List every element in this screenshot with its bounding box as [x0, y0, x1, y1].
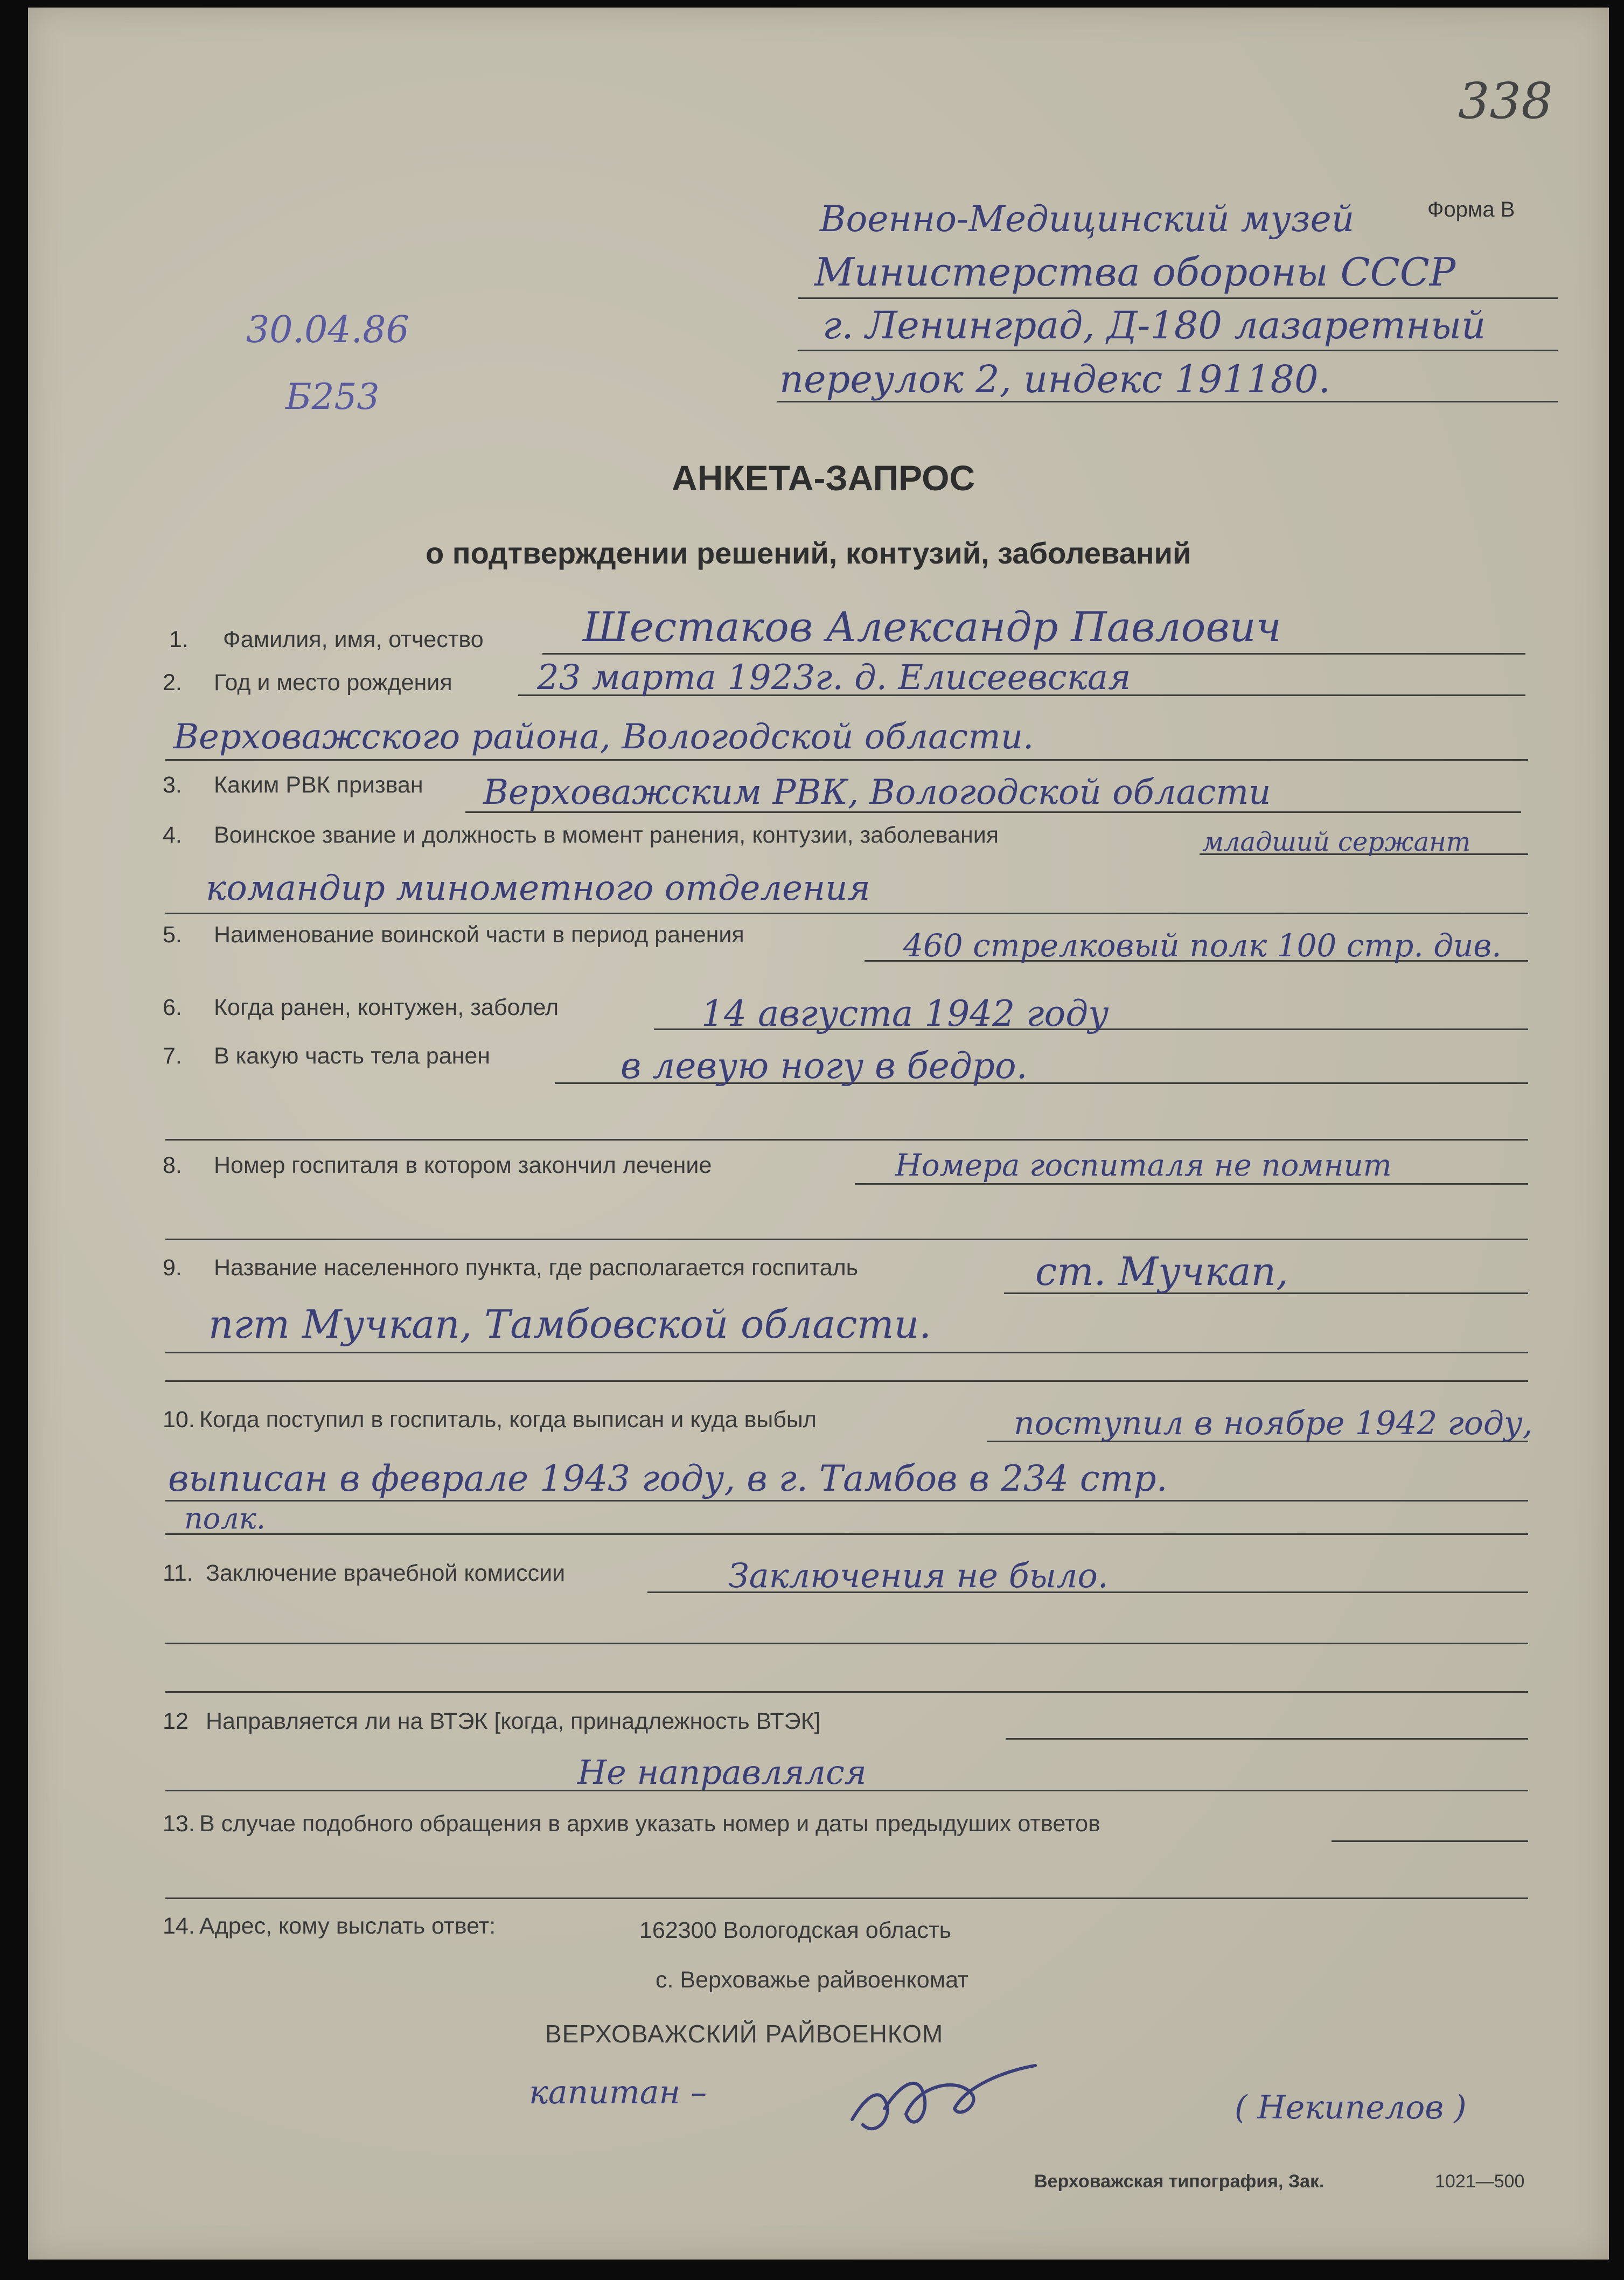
address-underline-3 [798, 350, 1558, 351]
field-8-line-a [855, 1183, 1528, 1185]
field-1-line [542, 653, 1525, 655]
form-label: Форма В [1427, 198, 1515, 221]
field-6-label: Когда ранен, контужен, заболел [214, 995, 559, 1020]
field-13-label: В случае подобного обращения в архив указать номер и даты предыдуших ответов [199, 1811, 1100, 1837]
field-3-answer: Верховажским РВК, Вологодской области [483, 773, 1271, 812]
field-6-answer: 14 августа 1942 году [701, 993, 1109, 1034]
field-7-answer: в левую ногу в бедро. [621, 1045, 1028, 1087]
field-9-number: 9. [163, 1255, 182, 1281]
field-2-line-b [165, 759, 1528, 761]
field-4-number: 4. [163, 822, 182, 848]
stamp-date: 30.04.86 [246, 309, 409, 351]
field-14-number: 14. [163, 1913, 195, 1939]
field-4-answer-1: младший сержант [1202, 827, 1471, 857]
address-line-2: Министерства обороны СССР [814, 249, 1456, 295]
printer-order: 1021—500 [1435, 2171, 1525, 2192]
field-11-line-b [165, 1643, 1528, 1644]
field-8-line-b [165, 1239, 1528, 1240]
field-13-number: 13. [163, 1811, 195, 1837]
field-10-line-b [165, 1500, 1528, 1502]
field-1-number: 1. [169, 627, 189, 652]
field-10-answer-2: выписан в феврале 1943 году, в г. Тамбов в 234 стр. [168, 1458, 1168, 1499]
form-title: АНКЕТА-ЗАПРОС [672, 458, 975, 498]
field-11-answer: Заключения не было. [728, 1556, 1109, 1595]
field-12-label: Направляется ли на ВТЭК [когда, принадлежность ВТЭК] [206, 1708, 821, 1734]
field-10-answer-3: полк. [184, 1502, 266, 1535]
field-9-label: Название населенного пункта, где располагается госпиталь [214, 1255, 859, 1281]
field-7-number: 7. [163, 1043, 182, 1069]
signature-name: ( Некипелов ) [1235, 2089, 1467, 2126]
field-1-label: Фамилия, имя, отчество [223, 627, 484, 652]
field-11-label: Заключение врачебной комиссии [206, 1560, 566, 1586]
field-8-answer: Номера госпиталя не помнит [895, 1148, 1392, 1183]
page-number: 338 [1458, 72, 1553, 130]
field-2-answer-1: 23 марта 1923г. д. Елисеевская [537, 658, 1131, 698]
field-10-answer-1: поступил в ноябре 1942 году, [1014, 1405, 1533, 1442]
field-4-answer-2: командир минометного отделения [206, 868, 870, 908]
field-5-number: 5. [163, 922, 182, 948]
field-7-label: В какую часть тела ранен [214, 1043, 491, 1069]
field-11-line-c [165, 1691, 1528, 1693]
field-2-answer-2: Верховажского района, Вологодской области. [173, 717, 1034, 757]
field-9-answer-1: ст. Мучкап, [1035, 1249, 1288, 1294]
field-3-number: 3. [163, 772, 182, 798]
field-13-line-a [1332, 1840, 1528, 1842]
address-line-4: переулок 2, индекс 191180. [779, 357, 1330, 401]
handwritten-signature [831, 2055, 1068, 2152]
field-9-line-b [165, 1352, 1528, 1353]
field-8-label: Номер госпиталя в котором закончил лечение [214, 1152, 712, 1178]
address-line-3: г. Ленинград, Д-180 лазаретный [823, 303, 1486, 347]
field-11-number: 11. [163, 1560, 193, 1586]
address-underline-2 [798, 297, 1558, 299]
field-9-line-c [165, 1380, 1528, 1382]
field-5-answer: 460 стрелковый полк 100 стр. див. [903, 927, 1502, 964]
field-2-label: Год и место рождения [214, 670, 452, 696]
field-12-line-a [1006, 1738, 1528, 1740]
field-10-line-c [165, 1533, 1528, 1535]
field-4-label: Воинское звание и должность в момент ранения, контузии, заболевания [214, 822, 999, 848]
field-7-line-b [165, 1139, 1528, 1141]
field-5-label: Наименование воинской части в период ранения [214, 922, 744, 948]
reply-address-line-2: с. Верховажье райвоенкомат [656, 1967, 968, 1993]
document-page [28, 8, 1609, 2260]
field-6-number: 6. [163, 995, 182, 1020]
field-12-line-b [165, 1790, 1528, 1791]
field-10-number: 10. [163, 1407, 195, 1433]
field-4-line-b [165, 913, 1528, 914]
field-8-number: 8. [163, 1152, 182, 1178]
printer-imprint: Верховажская типография, Зак. [1034, 2171, 1325, 2192]
field-12-answer: Не направлялся [577, 1753, 867, 1792]
field-12-number: 12 [163, 1708, 189, 1734]
address-line-1: Военно-Медицинский музей [820, 198, 1355, 240]
form-subtitle: о подтверждении решений, контузий, заболеваний [426, 536, 1191, 570]
field-10-label: Когда поступил в госпиталь, когда выписан и куда выбыл [199, 1407, 817, 1433]
signature-rank: капитан – [529, 2074, 707, 2111]
address-underline-4 [777, 401, 1558, 402]
field-1-answer: Шестаков Александр Павлович [583, 603, 1281, 651]
field-2-number: 2. [163, 670, 182, 696]
field-13-line-b [165, 1897, 1528, 1899]
reply-address-line-1: 162300 Вологодская область [639, 1917, 951, 1943]
field-9-answer-2: пгт Мучкап, Тамбовской области. [208, 1302, 931, 1347]
field-14-label: Адрес, кому выслать ответ: [199, 1913, 496, 1939]
signature-office: ВЕРХОВАЖСКИЙ РАЙВОЕНКОМ [545, 2020, 944, 2048]
stamp-number: Б253 [285, 376, 380, 418]
field-3-label: Каким РВК призван [214, 772, 423, 798]
